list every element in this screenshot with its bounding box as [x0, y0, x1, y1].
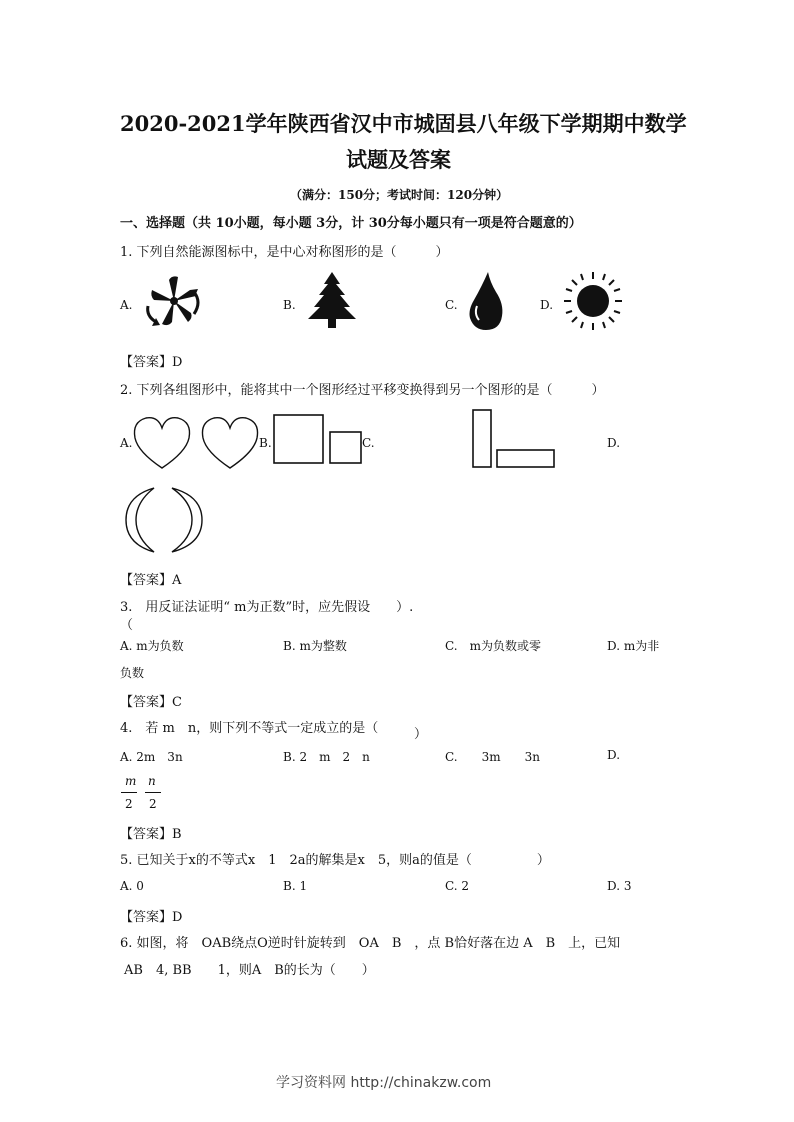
question-3-stem: 3. 用反证法证明“ m为正数”时，应先假设 ）.	[120, 600, 414, 615]
rectangles-figure	[470, 408, 560, 470]
q1-option-d-label: D.	[540, 298, 554, 312]
q3-option-d-wrap: 负数	[120, 666, 145, 680]
heart-shapes-figure	[132, 414, 260, 470]
q4-option-d: D.	[607, 748, 621, 762]
q4-paren-close: ）	[414, 727, 428, 742]
q3-answer: 【答案】C	[120, 695, 182, 710]
q5-option-a: A. 0	[120, 879, 144, 893]
q5-answer: 【答案】D	[120, 910, 183, 925]
q4-option-b: B. 2 m 2 n	[283, 750, 370, 764]
tree-icon	[304, 270, 360, 330]
q4-fraction-num-1: m	[125, 774, 137, 788]
question-1-stem: 1. 下列自然能源图标中，是中心对称图形的是（ ）	[120, 245, 449, 260]
section-heading: 一、选择题（共 10小题，每小题 3分，计 30分每小题只有一项是符合题意的）	[120, 216, 582, 231]
page-title: 2020-2021学年陕西省汉中市城固县八年级下学期期中数学	[120, 111, 687, 136]
q1-option-b-label: B.	[283, 298, 296, 312]
question-2-stem: 2. 下列各组图形中，能将其中一个图形经过平移变换得到另一个图形的是（ ）	[120, 383, 605, 398]
sun-icon	[562, 270, 624, 332]
question-6-line1: 6. 如图，将 OAB绕点O逆时针旋转到 OA B ，点 B恰好落在边 A B 上，已知	[120, 936, 621, 951]
crescents-figure	[124, 486, 206, 554]
water-drop-icon	[466, 270, 506, 332]
q4-option-a: A. 2m 3n	[120, 750, 183, 764]
question-5-stem: 5. 已知关于x的不等式x 1 2a的解集是x 5，则a的值是（ ）	[120, 853, 550, 868]
fraction-bar	[121, 792, 137, 793]
q2-option-c-label: C.	[362, 436, 375, 450]
q3-option-b: B. m为整数	[283, 639, 347, 653]
wind-turbine-icon	[142, 272, 208, 332]
page-title-line2: 试题及答案	[346, 147, 451, 172]
q1-option-a-label: A.	[120, 298, 133, 312]
q5-option-d: D. 3	[607, 879, 632, 893]
q3-option-d: D. m为非	[607, 639, 660, 653]
q2-option-b-label: B.	[259, 436, 272, 450]
squares-figure	[272, 414, 364, 466]
q3-option-c: C. m为负数或零	[445, 639, 541, 653]
q3-paren: （	[120, 618, 134, 633]
q4-fraction-num-2: n	[148, 774, 156, 788]
q4-fraction-den-1: 2	[125, 797, 133, 811]
question-6-line2: AB 4, BB 1，则A B的长为（ ）	[124, 963, 375, 978]
question-4-stem: 4. 若 m n，则下列不等式一定成立的是（	[120, 721, 379, 736]
q5-option-b: B. 1	[283, 879, 308, 893]
q2-option-d-label: D.	[607, 436, 621, 450]
fraction-bar	[145, 792, 161, 793]
q5-option-c: C. 2	[445, 879, 470, 893]
q2-option-a-label: A.	[120, 436, 133, 450]
q2-answer: 【答案】A	[120, 573, 182, 588]
q1-answer: 【答案】D	[120, 355, 183, 370]
q4-answer: 【答案】B	[120, 827, 182, 842]
q4-option-c: C. 3m 3n	[445, 750, 540, 764]
q4-fraction-den-2: 2	[149, 797, 157, 811]
q1-option-c-label: C.	[445, 298, 458, 312]
footer-watermark: 学习资料网 http://chinakzw.com	[276, 1075, 492, 1091]
exam-info: （满分：150分；考试时间：120分钟）	[290, 188, 509, 202]
q3-option-a: A. m为负数	[120, 639, 184, 653]
